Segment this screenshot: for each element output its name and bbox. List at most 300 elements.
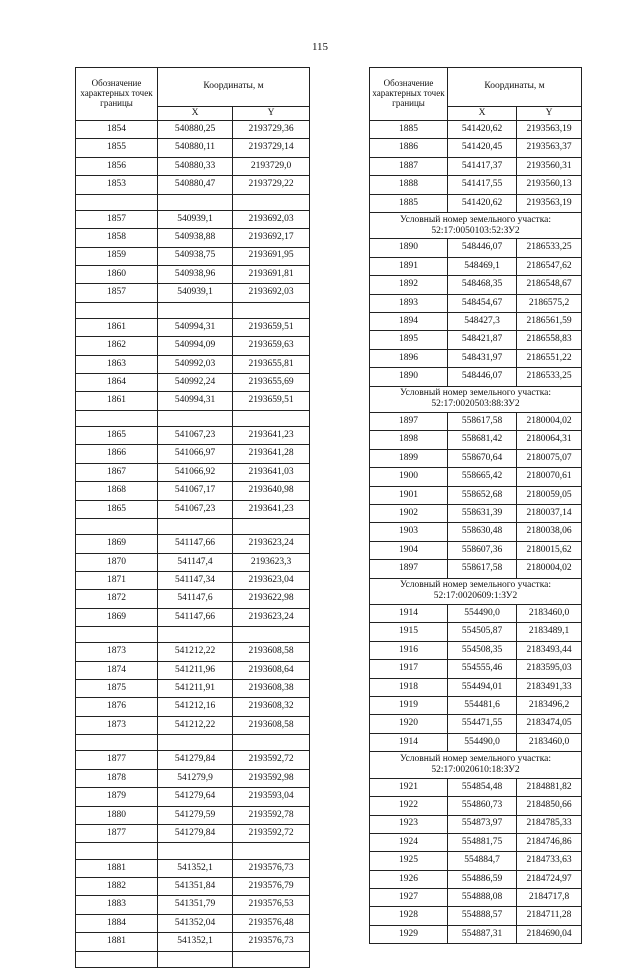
point-id-cell: 1854	[76, 121, 158, 139]
y-coordinate-cell: 2193622,98	[233, 590, 310, 608]
column-header-coordinates: Координаты, м	[158, 68, 310, 107]
point-id-cell: 1921	[370, 778, 448, 796]
x-coordinate-cell: 554881,75	[448, 833, 517, 851]
y-coordinate-cell: 2193592,98	[233, 769, 310, 787]
parcel-number-cell: Условный номер земельного участка: 52:17:0020609:1:ЗУ2	[370, 578, 582, 605]
x-coordinate-cell: 541279,84	[158, 751, 233, 769]
y-coordinate-cell: 2193623,04	[233, 571, 310, 589]
point-id-cell: 1897	[370, 413, 448, 431]
point-id-cell: 1918	[370, 678, 448, 696]
point-id-cell: 1856	[76, 157, 158, 175]
column-header-coordinates: Координаты, м	[448, 68, 582, 107]
y-coordinate-cell: 2183595,03	[517, 660, 582, 678]
y-coordinate-cell: 2183491,33	[517, 678, 582, 696]
blank-row	[76, 843, 310, 859]
y-coordinate-cell: 2183489,1	[517, 623, 582, 641]
x-coordinate-cell: 541147,6	[158, 590, 233, 608]
y-coordinate-cell: 2193655,81	[233, 355, 310, 373]
y-coordinate-cell: 2183460,0	[517, 733, 582, 751]
x-coordinate-cell: 558630,48	[448, 523, 517, 541]
y-coordinate-cell: 2193563,37	[517, 139, 582, 157]
x-coordinate-cell: 541067,23	[158, 500, 233, 518]
table-row	[370, 505, 582, 523]
table-row	[370, 449, 582, 467]
x-coordinate-cell: 548469,1	[448, 257, 517, 275]
table-row	[370, 697, 582, 715]
point-id-cell: 1881	[76, 859, 158, 877]
empty-cell	[76, 843, 158, 859]
empty-cell	[158, 302, 233, 318]
point-id-cell: 1892	[370, 276, 448, 294]
y-coordinate-cell: 2186561,59	[517, 313, 582, 331]
point-id-cell: 1899	[370, 449, 448, 467]
x-coordinate-cell: 558617,58	[448, 560, 517, 578]
table-row	[370, 623, 582, 641]
empty-cell	[158, 410, 233, 426]
table-row	[76, 806, 310, 824]
x-coordinate-cell: 541417,37	[448, 157, 517, 175]
column-header-designation: Обозначение характерных точек границы	[76, 68, 158, 121]
y-coordinate-cell: 2193659,63	[233, 337, 310, 355]
empty-cell	[76, 410, 158, 426]
x-coordinate-cell: 541147,4	[158, 553, 233, 571]
table-row	[76, 121, 310, 139]
table-row	[76, 284, 310, 302]
point-id-cell: 1861	[76, 392, 158, 410]
x-coordinate-cell: 541147,34	[158, 571, 233, 589]
x-coordinate-cell: 540992,03	[158, 355, 233, 373]
empty-cell	[76, 735, 158, 751]
x-coordinate-cell: 558631,39	[448, 505, 517, 523]
table-row	[76, 176, 310, 194]
y-coordinate-cell: 2186551,22	[517, 349, 582, 367]
point-id-cell: 1872	[76, 590, 158, 608]
x-coordinate-cell: 554471,55	[448, 715, 517, 733]
x-coordinate-cell: 558665,42	[448, 468, 517, 486]
parcel-number-cell: Условный номер земельного участка: 52:17:0020503:88:ЗУ2	[370, 386, 582, 413]
y-coordinate-cell: 2184690,04	[517, 925, 582, 943]
y-coordinate-cell: 2193623,24	[233, 608, 310, 626]
x-coordinate-cell: 558670,64	[448, 449, 517, 467]
x-coordinate-cell: 548446,07	[448, 368, 517, 386]
y-coordinate-cell: 2193576,73	[233, 933, 310, 951]
y-coordinate-cell: 2184717,8	[517, 889, 582, 907]
y-coordinate-cell: 2193640,98	[233, 482, 310, 500]
table-row	[76, 643, 310, 661]
parcel-header-row	[370, 578, 582, 605]
point-id-cell: 1898	[370, 431, 448, 449]
table-row	[76, 265, 310, 283]
empty-cell	[158, 951, 233, 967]
y-coordinate-cell: 2193691,81	[233, 265, 310, 283]
table-row	[76, 210, 310, 228]
point-id-cell: 1883	[76, 896, 158, 914]
table-row	[76, 463, 310, 481]
point-id-cell: 1888	[370, 176, 448, 194]
parcel-header-row	[370, 212, 582, 239]
y-coordinate-cell: 2193623,3	[233, 553, 310, 571]
point-id-cell: 1920	[370, 715, 448, 733]
y-coordinate-cell: 2193655,69	[233, 374, 310, 392]
point-id-cell: 1916	[370, 641, 448, 659]
table-row	[76, 877, 310, 895]
empty-cell	[233, 843, 310, 859]
x-coordinate-cell: 548427,3	[448, 313, 517, 331]
table-row	[76, 482, 310, 500]
table-row	[370, 239, 582, 257]
y-coordinate-cell: 2193560,31	[517, 157, 582, 175]
blank-row	[76, 302, 310, 318]
table-row	[76, 392, 310, 410]
point-id-cell: 1884	[76, 914, 158, 932]
point-id-cell: 1929	[370, 925, 448, 943]
table-row	[370, 349, 582, 367]
x-coordinate-cell: 554873,97	[448, 815, 517, 833]
x-coordinate-cell: 554888,57	[448, 907, 517, 925]
x-coordinate-cell: 554886,59	[448, 870, 517, 888]
table-row	[76, 337, 310, 355]
point-id-cell: 1861	[76, 318, 158, 336]
point-id-cell: 1881	[76, 933, 158, 951]
column-header-designation: Обозначение характерных точек границы	[370, 68, 448, 121]
column-header-y: Y	[517, 107, 582, 121]
x-coordinate-cell: 541279,59	[158, 806, 233, 824]
y-coordinate-cell: 2184881,82	[517, 778, 582, 796]
x-coordinate-cell: 541420,62	[448, 194, 517, 212]
blank-row	[76, 194, 310, 210]
x-coordinate-cell: 540938,88	[158, 229, 233, 247]
column-header-x: X	[448, 107, 517, 121]
parcel-number-cell: Условный номер земельного участка: 52:17:0020610:18:ЗУ2	[370, 752, 582, 779]
y-coordinate-cell: 2193641,28	[233, 445, 310, 463]
y-coordinate-cell: 2186558,83	[517, 331, 582, 349]
point-id-cell: 1865	[76, 427, 158, 445]
x-coordinate-cell: 540939,1	[158, 210, 233, 228]
table-row	[76, 769, 310, 787]
y-coordinate-cell: 2180064,31	[517, 431, 582, 449]
y-coordinate-cell: 2193641,23	[233, 427, 310, 445]
empty-cell	[233, 627, 310, 643]
x-coordinate-cell: 548446,07	[448, 239, 517, 257]
point-id-cell: 1871	[76, 571, 158, 589]
point-id-cell: 1904	[370, 541, 448, 559]
y-coordinate-cell: 2193593,04	[233, 788, 310, 806]
x-coordinate-cell: 540880,33	[158, 157, 233, 175]
point-id-cell: 1853	[76, 176, 158, 194]
point-id-cell: 1897	[370, 560, 448, 578]
y-coordinate-cell: 2193592,72	[233, 751, 310, 769]
table-row	[76, 716, 310, 734]
table-row	[76, 318, 310, 336]
y-coordinate-cell: 2180059,05	[517, 486, 582, 504]
y-coordinate-cell: 2193576,79	[233, 877, 310, 895]
table-row	[370, 413, 582, 431]
point-id-cell: 1917	[370, 660, 448, 678]
table-row	[370, 833, 582, 851]
table-row	[370, 257, 582, 275]
x-coordinate-cell: 558617,58	[448, 413, 517, 431]
table-row	[76, 608, 310, 626]
x-coordinate-cell: 554494,01	[448, 678, 517, 696]
x-coordinate-cell: 540994,31	[158, 392, 233, 410]
x-coordinate-cell: 554884,7	[448, 852, 517, 870]
empty-cell	[233, 951, 310, 967]
table-row	[370, 331, 582, 349]
table-row	[370, 889, 582, 907]
y-coordinate-cell: 2193560,13	[517, 176, 582, 194]
y-coordinate-cell: 2184724,97	[517, 870, 582, 888]
point-id-cell: 1855	[76, 139, 158, 157]
x-coordinate-cell: 540880,47	[158, 176, 233, 194]
y-coordinate-cell: 2180004,02	[517, 560, 582, 578]
point-id-cell: 1877	[76, 751, 158, 769]
y-coordinate-cell: 2193641,03	[233, 463, 310, 481]
table-row	[370, 778, 582, 796]
point-id-cell: 1890	[370, 239, 448, 257]
x-coordinate-cell: 540992,24	[158, 374, 233, 392]
empty-cell	[233, 194, 310, 210]
column-header-x: X	[158, 107, 233, 121]
y-coordinate-cell: 2193729,22	[233, 176, 310, 194]
x-coordinate-cell: 541066,97	[158, 445, 233, 463]
point-id-cell: 1858	[76, 229, 158, 247]
table-row	[370, 431, 582, 449]
point-id-cell: 1863	[76, 355, 158, 373]
y-coordinate-cell: 2193729,0	[233, 157, 310, 175]
y-coordinate-cell: 2180037,14	[517, 505, 582, 523]
empty-cell	[158, 735, 233, 751]
table-row	[370, 541, 582, 559]
empty-cell	[76, 518, 158, 534]
y-coordinate-cell: 2183474,05	[517, 715, 582, 733]
point-id-cell: 1886	[370, 139, 448, 157]
table-row	[370, 313, 582, 331]
y-coordinate-cell: 2193692,17	[233, 229, 310, 247]
y-coordinate-cell: 2180015,62	[517, 541, 582, 559]
table-row	[370, 605, 582, 623]
table-row	[76, 355, 310, 373]
table-row	[76, 788, 310, 806]
blank-row	[76, 410, 310, 426]
empty-cell	[233, 302, 310, 318]
table-row	[370, 468, 582, 486]
table-row	[76, 590, 310, 608]
y-coordinate-cell: 2183460,0	[517, 605, 582, 623]
table-row	[76, 535, 310, 553]
y-coordinate-cell: 2184711,28	[517, 907, 582, 925]
y-coordinate-cell: 2193608,58	[233, 643, 310, 661]
y-coordinate-cell: 2184733,63	[517, 852, 582, 870]
y-coordinate-cell: 2183493,44	[517, 641, 582, 659]
empty-cell	[233, 410, 310, 426]
table-row	[370, 815, 582, 833]
table-row	[76, 139, 310, 157]
table-row	[370, 157, 582, 175]
empty-cell	[76, 627, 158, 643]
x-coordinate-cell: 541352,04	[158, 914, 233, 932]
x-coordinate-cell: 541067,23	[158, 427, 233, 445]
y-coordinate-cell: 2193623,24	[233, 535, 310, 553]
point-id-cell: 1867	[76, 463, 158, 481]
table-row	[370, 486, 582, 504]
table-row	[76, 859, 310, 877]
point-id-cell: 1878	[76, 769, 158, 787]
table-row	[76, 157, 310, 175]
y-coordinate-cell: 2193608,32	[233, 698, 310, 716]
x-coordinate-cell: 541212,16	[158, 698, 233, 716]
empty-cell	[233, 518, 310, 534]
point-id-cell: 1870	[76, 553, 158, 571]
x-coordinate-cell: 541067,17	[158, 482, 233, 500]
blank-row	[76, 951, 310, 967]
empty-cell	[76, 194, 158, 210]
coordinates-table-right-body	[370, 121, 582, 944]
point-id-cell: 1919	[370, 697, 448, 715]
x-coordinate-cell: 554888,08	[448, 889, 517, 907]
table-row	[370, 925, 582, 943]
y-coordinate-cell: 2193592,78	[233, 806, 310, 824]
table-row	[76, 698, 310, 716]
table-row	[76, 751, 310, 769]
table-row	[76, 229, 310, 247]
x-coordinate-cell: 541147,66	[158, 608, 233, 626]
point-id-cell: 1876	[76, 698, 158, 716]
empty-cell	[158, 843, 233, 859]
y-coordinate-cell: 2193563,19	[517, 121, 582, 139]
y-coordinate-cell: 2186575,2	[517, 294, 582, 312]
y-coordinate-cell: 2184746,86	[517, 833, 582, 851]
x-coordinate-cell: 540938,75	[158, 247, 233, 265]
x-coordinate-cell: 541212,22	[158, 643, 233, 661]
point-id-cell: 1869	[76, 535, 158, 553]
point-id-cell: 1857	[76, 284, 158, 302]
y-coordinate-cell: 2193592,72	[233, 825, 310, 843]
y-coordinate-cell: 2186548,67	[517, 276, 582, 294]
y-coordinate-cell: 2183496,2	[517, 697, 582, 715]
x-coordinate-cell: 554490,0	[448, 605, 517, 623]
point-id-cell: 1891	[370, 257, 448, 275]
x-coordinate-cell: 541066,92	[158, 463, 233, 481]
column-header-y: Y	[233, 107, 310, 121]
point-id-cell: 1901	[370, 486, 448, 504]
y-coordinate-cell: 2193659,51	[233, 318, 310, 336]
blank-row	[76, 518, 310, 534]
x-coordinate-cell: 540994,31	[158, 318, 233, 336]
x-coordinate-cell: 540939,1	[158, 284, 233, 302]
point-id-cell: 1868	[76, 482, 158, 500]
y-coordinate-cell: 2193576,48	[233, 914, 310, 932]
coordinates-table-left-body	[76, 121, 310, 968]
point-id-cell: 1879	[76, 788, 158, 806]
x-coordinate-cell: 554481,6	[448, 697, 517, 715]
x-coordinate-cell: 554490,0	[448, 733, 517, 751]
y-coordinate-cell: 2193659,51	[233, 392, 310, 410]
x-coordinate-cell: 554505,87	[448, 623, 517, 641]
point-id-cell: 1859	[76, 247, 158, 265]
point-id-cell: 1895	[370, 331, 448, 349]
table-row	[370, 368, 582, 386]
y-coordinate-cell: 2193608,38	[233, 680, 310, 698]
table-row	[370, 678, 582, 696]
table-row	[370, 139, 582, 157]
x-coordinate-cell: 541417,55	[448, 176, 517, 194]
point-id-cell: 1914	[370, 733, 448, 751]
table-row	[370, 870, 582, 888]
table-row	[76, 500, 310, 518]
y-coordinate-cell: 2193608,64	[233, 661, 310, 679]
table-row	[370, 276, 582, 294]
x-coordinate-cell: 548468,35	[448, 276, 517, 294]
y-coordinate-cell: 2186533,25	[517, 368, 582, 386]
point-id-cell: 1874	[76, 661, 158, 679]
x-coordinate-cell: 540994,09	[158, 337, 233, 355]
table-row	[370, 715, 582, 733]
table-row	[76, 553, 310, 571]
coordinates-table-left	[75, 67, 310, 968]
y-coordinate-cell: 2193729,14	[233, 139, 310, 157]
x-coordinate-cell: 541420,45	[448, 139, 517, 157]
point-id-cell: 1894	[370, 313, 448, 331]
y-coordinate-cell: 2193608,58	[233, 716, 310, 734]
table-row	[76, 427, 310, 445]
x-coordinate-cell: 548431,97	[448, 349, 517, 367]
point-id-cell: 1866	[76, 445, 158, 463]
point-id-cell: 1885	[370, 121, 448, 139]
coordinates-table-right	[369, 67, 582, 944]
point-id-cell: 1864	[76, 374, 158, 392]
table-row	[76, 896, 310, 914]
empty-cell	[233, 735, 310, 751]
x-coordinate-cell: 541352,1	[158, 859, 233, 877]
table-row	[76, 825, 310, 843]
point-id-cell: 1877	[76, 825, 158, 843]
table-row	[76, 933, 310, 951]
point-id-cell: 1862	[76, 337, 158, 355]
table-row	[370, 121, 582, 139]
point-id-cell: 1865	[76, 500, 158, 518]
x-coordinate-cell: 541211,91	[158, 680, 233, 698]
blank-row	[76, 627, 310, 643]
point-id-cell: 1887	[370, 157, 448, 175]
x-coordinate-cell: 541212,22	[158, 716, 233, 734]
table-row	[370, 852, 582, 870]
point-id-cell: 1928	[370, 907, 448, 925]
parcel-number-cell: Условный номер земельного участка: 52:17:0050103:52:ЗУ2	[370, 212, 582, 239]
x-coordinate-cell: 541351,79	[158, 896, 233, 914]
x-coordinate-cell: 540880,11	[158, 139, 233, 157]
point-id-cell: 1873	[76, 716, 158, 734]
page-number: 115	[311, 41, 329, 53]
y-coordinate-cell: 2193641,23	[233, 500, 310, 518]
empty-cell	[158, 518, 233, 534]
x-coordinate-cell: 540938,96	[158, 265, 233, 283]
point-id-cell: 1915	[370, 623, 448, 641]
point-id-cell: 1880	[76, 806, 158, 824]
x-coordinate-cell: 558607,36	[448, 541, 517, 559]
empty-cell	[158, 194, 233, 210]
table-row	[370, 907, 582, 925]
table-row	[370, 523, 582, 541]
point-id-cell: 1890	[370, 368, 448, 386]
x-coordinate-cell: 541420,62	[448, 121, 517, 139]
point-id-cell: 1885	[370, 194, 448, 212]
point-id-cell: 1875	[76, 680, 158, 698]
point-id-cell: 1900	[370, 468, 448, 486]
parcel-header-row	[370, 386, 582, 413]
point-id-cell: 1902	[370, 505, 448, 523]
point-id-cell: 1923	[370, 815, 448, 833]
point-id-cell: 1926	[370, 870, 448, 888]
